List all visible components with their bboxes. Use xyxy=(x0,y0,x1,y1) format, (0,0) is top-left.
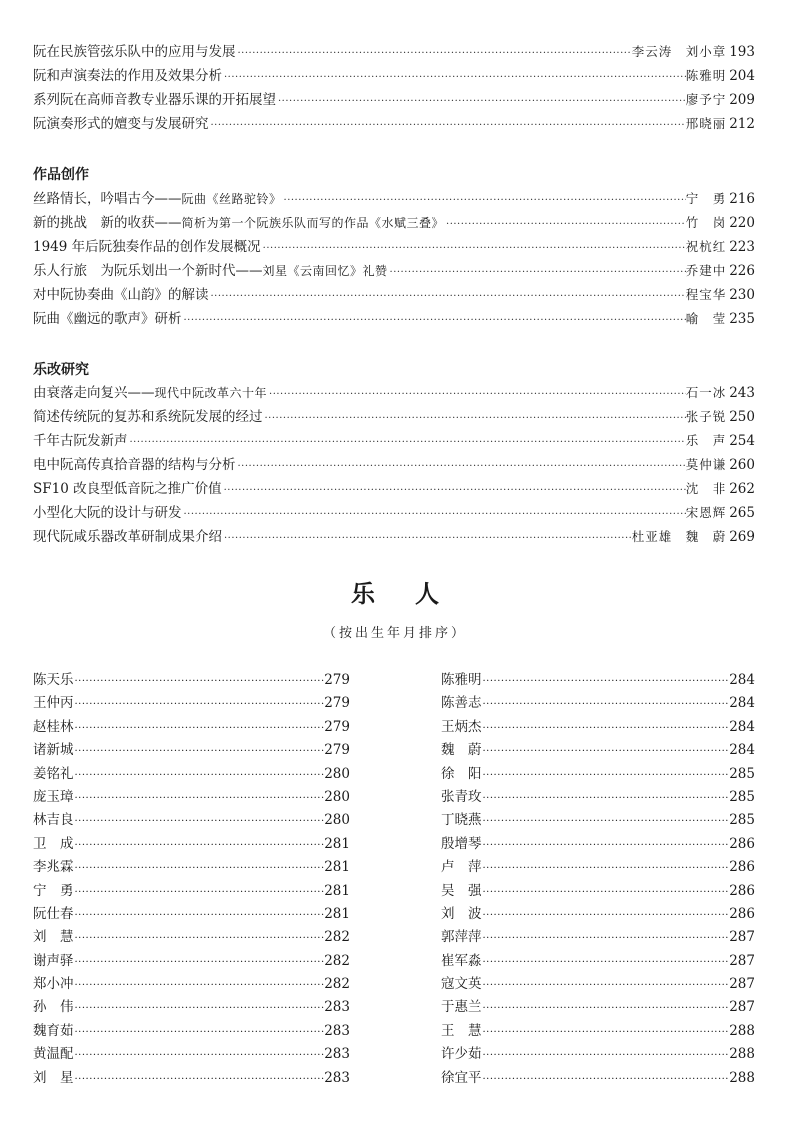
person-entry xyxy=(441,880,755,903)
toc-entry xyxy=(33,259,755,283)
person-page: 281 xyxy=(324,882,350,899)
entry-subtitle: 简析为第一个阮族乐队而写的作品《水赋三叠》 xyxy=(181,216,445,230)
section-heading-reform: 乐改研究 xyxy=(33,362,89,378)
person-name: 崔军淼 xyxy=(441,952,482,969)
person-page: 282 xyxy=(324,929,350,946)
toc-entry xyxy=(33,525,755,549)
leader-dots xyxy=(74,974,325,997)
leader-dots xyxy=(482,810,730,833)
person-page: 286 xyxy=(729,835,755,852)
toc-entry xyxy=(33,88,755,112)
person-name: 魏育茹 xyxy=(33,1022,74,1039)
person-entry xyxy=(441,1067,755,1090)
entry-title: 对中阮协奏曲《山韵》的解读 xyxy=(33,287,209,303)
toc-entry xyxy=(33,429,755,453)
leader-dots xyxy=(482,857,730,880)
leader-dots xyxy=(74,693,325,716)
leader-dots xyxy=(74,1044,325,1067)
person-entry xyxy=(33,1020,350,1043)
person-name: 张青玫 xyxy=(441,788,482,805)
person-name: 于惠兰 xyxy=(441,999,482,1016)
entry-title: 简述传统阮的复苏和系统阮发展的经过 xyxy=(33,409,263,425)
leader-dots xyxy=(74,810,325,833)
person-name: 丁晓燕 xyxy=(441,812,482,829)
leader-dots xyxy=(482,787,730,810)
person-entry xyxy=(33,973,350,996)
person-name: 徐 阳 xyxy=(441,765,482,782)
person-name: 宁 勇 xyxy=(33,882,74,899)
person-entry xyxy=(441,1043,755,1066)
leader-dots xyxy=(263,407,686,431)
entry-author: 石一冰 xyxy=(685,385,727,400)
person-entry xyxy=(441,996,755,1019)
toc-entry xyxy=(33,211,755,235)
entry-author: 乔建中 xyxy=(685,263,727,278)
person-entry xyxy=(441,1020,755,1043)
toc-entry xyxy=(33,235,755,259)
leader-dots xyxy=(482,764,730,787)
entry-page: 212 xyxy=(729,116,755,132)
person-page: 284 xyxy=(729,742,755,759)
entry-title: 阮演奏形式的嬗变与发展研究 xyxy=(33,116,209,132)
leader-dots xyxy=(222,527,632,551)
entry-title: 系列阮在高师音教专业器乐课的开拓展望 xyxy=(33,92,276,108)
person-page: 284 xyxy=(729,718,755,735)
person-entry xyxy=(33,1067,350,1090)
person-entry xyxy=(33,880,350,903)
person-page: 287 xyxy=(729,952,755,969)
leader-dots xyxy=(222,479,686,503)
leader-dots xyxy=(482,927,730,950)
person-name: 卢 萍 xyxy=(441,859,482,876)
leader-dots xyxy=(74,881,325,904)
entry-page: 193 xyxy=(729,44,755,60)
person-page: 281 xyxy=(324,835,350,852)
person-page: 285 xyxy=(729,812,755,829)
person-name: 陈雅明 xyxy=(441,672,482,688)
person-page: 285 xyxy=(729,765,755,782)
entry-page: 260 xyxy=(729,457,755,473)
person-page: 288 xyxy=(729,1022,755,1039)
person-name: 徐宜平 xyxy=(441,1069,482,1086)
person-entry xyxy=(33,716,350,739)
toc-section-reform xyxy=(33,381,755,549)
person-page: 279 xyxy=(324,742,350,759)
entry-author: 祝杭红 xyxy=(685,239,727,254)
person-entry xyxy=(33,692,350,715)
entry-subtitle: 刘星《云南回忆》礼赞 xyxy=(262,264,388,278)
leader-dots xyxy=(74,670,325,693)
person-name: 刘 慧 xyxy=(33,929,74,946)
leader-dots xyxy=(482,904,730,927)
entry-author: 沈 非 xyxy=(685,481,727,496)
person-entry xyxy=(33,763,350,786)
person-page: 280 xyxy=(324,765,350,782)
person-name: 陈善志 xyxy=(441,695,482,712)
leader-dots xyxy=(482,881,730,904)
entry-title: SF10 改良型低音阮之推广价值 xyxy=(33,481,222,497)
leader-dots xyxy=(482,670,730,693)
person-name: 谢声驿 xyxy=(33,952,74,969)
entry-author: 宋恩辉 xyxy=(685,505,727,520)
person-entry xyxy=(33,1043,350,1066)
leader-dots xyxy=(482,1021,730,1044)
entry-author: 宁 勇 xyxy=(685,191,727,206)
person-entry xyxy=(33,833,350,856)
entry-author: 喻 莹 xyxy=(685,311,727,326)
entry-page: 230 xyxy=(729,287,755,303)
person-name: 寇文英 xyxy=(441,976,482,993)
person-entry xyxy=(441,739,755,762)
leader-dots xyxy=(74,787,325,810)
person-name: 刘 星 xyxy=(33,1069,74,1086)
entry-page: 269 xyxy=(729,529,755,545)
person-name: 阮仕春 xyxy=(33,905,74,922)
entry-title: 丝路情长，吟唱古今—— xyxy=(33,191,182,207)
entry-page: 243 xyxy=(729,385,755,401)
person-page: 281 xyxy=(324,905,350,922)
entry-author: 莫仲谦 xyxy=(685,457,727,472)
leader-dots xyxy=(182,503,686,527)
entry-author: 杜亚雄 魏 蔚 xyxy=(631,529,727,544)
person-page: 283 xyxy=(324,999,350,1016)
person-page: 286 xyxy=(729,859,755,876)
toc-entry xyxy=(33,453,755,477)
person-entry xyxy=(33,903,350,926)
entry-subtitle: 现代中阮改革六十年 xyxy=(154,386,268,400)
person-page: 286 xyxy=(729,905,755,922)
person-entry xyxy=(33,996,350,1019)
leader-dots xyxy=(74,834,325,857)
person-name: 郭萍萍 xyxy=(441,929,482,946)
person-entry xyxy=(33,669,350,692)
person-page: 282 xyxy=(324,952,350,969)
toc-group-1 xyxy=(33,40,755,136)
person-name: 李兆霖 xyxy=(33,859,74,876)
person-name: 魏 蔚 xyxy=(441,742,482,759)
leader-dots xyxy=(482,997,730,1020)
entry-author: 张子锐 xyxy=(685,409,727,424)
leader-dots xyxy=(482,974,730,997)
leader-dots xyxy=(482,740,730,763)
entry-page: 216 xyxy=(729,191,755,207)
leader-dots xyxy=(74,764,325,787)
person-entry xyxy=(441,692,755,715)
person-name: 诸新城 xyxy=(33,742,74,759)
entry-page: 220 xyxy=(729,215,755,231)
person-name: 王炳杰 xyxy=(441,718,482,735)
person-page: 281 xyxy=(324,859,350,876)
leader-dots xyxy=(74,951,325,974)
person-page: 283 xyxy=(324,1069,350,1086)
person-entry xyxy=(441,903,755,926)
toc-entry xyxy=(33,187,755,211)
leader-dots xyxy=(261,237,686,261)
toc-entry xyxy=(33,283,755,307)
toc-section-works xyxy=(33,187,755,331)
leader-dots xyxy=(444,213,686,237)
leader-dots xyxy=(74,1021,325,1044)
leader-dots xyxy=(209,114,686,138)
person-entry xyxy=(441,950,755,973)
entry-author: 竹 岗 xyxy=(685,215,727,230)
person-name: 林吉良 xyxy=(33,812,74,829)
entry-page: 254 xyxy=(729,433,755,449)
person-name: 王 慧 xyxy=(441,1022,482,1039)
leader-dots xyxy=(482,951,730,974)
person-page: 283 xyxy=(324,1022,350,1039)
entry-title: 乐人行旅 为阮乐划出一个新时代—— xyxy=(33,263,263,279)
entry-page: 262 xyxy=(729,481,755,497)
person-entry xyxy=(441,973,755,996)
leader-dots xyxy=(276,90,686,114)
person-name: 陈天乐 xyxy=(33,672,74,688)
person-page: 284 xyxy=(729,695,755,712)
leader-dots xyxy=(388,261,686,285)
entry-author: 邢晓丽 xyxy=(685,116,727,131)
person-entry xyxy=(441,926,755,949)
leader-dots xyxy=(74,740,325,763)
person-entry xyxy=(33,856,350,879)
person-page: 287 xyxy=(729,929,755,946)
toc-entry xyxy=(33,307,755,331)
person-name: 黄温配 xyxy=(33,1046,74,1063)
person-page: 285 xyxy=(729,788,755,805)
entry-title: 小型化大阮的设计与研发 xyxy=(33,505,182,521)
leader-dots xyxy=(74,997,325,1020)
leader-dots xyxy=(74,927,325,950)
entry-page: 265 xyxy=(729,505,755,521)
leader-dots xyxy=(222,66,686,90)
person-entry xyxy=(441,786,755,809)
person-page: 287 xyxy=(729,976,755,993)
person-name: 许少茹 xyxy=(441,1046,482,1063)
leader-dots xyxy=(282,189,686,213)
person-entry xyxy=(441,809,755,832)
person-name: 姜铭礼 xyxy=(33,765,74,782)
entry-author: 程宝华 xyxy=(685,287,727,302)
person-name: 庞玉璋 xyxy=(33,788,74,805)
person-page: 280 xyxy=(324,812,350,829)
people-list-right xyxy=(441,669,755,1090)
person-entry xyxy=(441,856,755,879)
person-entry xyxy=(33,950,350,973)
person-entry xyxy=(33,809,350,832)
entry-page: 226 xyxy=(729,263,755,279)
entry-title: 千年古阮发新声 xyxy=(33,433,128,449)
entry-author: 乐 声 xyxy=(685,433,727,448)
person-entry xyxy=(33,786,350,809)
leader-dots xyxy=(182,309,686,333)
leader-dots xyxy=(236,455,686,479)
entry-author: 陈雅明 xyxy=(685,68,727,83)
leader-dots xyxy=(267,383,686,407)
section-heading-works: 作品创作 xyxy=(33,167,89,183)
leader-dots xyxy=(482,717,730,740)
leader-dots xyxy=(74,1068,325,1091)
entry-page: 209 xyxy=(729,92,755,108)
person-name: 吴 强 xyxy=(441,882,482,899)
entry-page: 250 xyxy=(729,409,755,425)
entry-title: 阮曲《幽远的歌声》研析 xyxy=(33,311,182,327)
leader-dots xyxy=(482,834,730,857)
entry-title: 阮在民族管弦乐队中的应用与发展 xyxy=(33,44,236,60)
person-entry xyxy=(33,926,350,949)
entry-author: 廖予宁 xyxy=(685,92,727,107)
person-page: 279 xyxy=(324,695,350,712)
entry-subtitle: 阮曲《丝路驼铃》 xyxy=(181,192,282,206)
person-page: 282 xyxy=(324,976,350,993)
person-page: 288 xyxy=(729,1046,755,1063)
leader-dots xyxy=(482,1044,730,1067)
toc-entry xyxy=(33,501,755,525)
person-entry xyxy=(441,833,755,856)
people-list-left xyxy=(33,669,350,1090)
person-page: 279 xyxy=(324,718,350,735)
leader-dots xyxy=(74,857,325,880)
entry-title: 电中阮高传真拾音器的结构与分析 xyxy=(33,457,236,473)
entry-title: 阮和声演奏法的作用及效果分析 xyxy=(33,68,222,84)
people-subtitle: （按出生年月排序） xyxy=(322,626,467,641)
leader-dots xyxy=(236,42,632,66)
person-entry xyxy=(33,739,350,762)
person-name: 赵桂林 xyxy=(33,718,74,735)
leader-dots xyxy=(74,717,325,740)
entry-title: 新的挑战 新的收获—— xyxy=(33,215,182,231)
leader-dots xyxy=(128,431,686,455)
person-page: 286 xyxy=(729,882,755,899)
toc-entry xyxy=(33,477,755,501)
toc-entry xyxy=(33,381,755,405)
person-entry xyxy=(441,763,755,786)
person-page: 283 xyxy=(324,1046,350,1063)
person-entry xyxy=(441,716,755,739)
toc-entry xyxy=(33,405,755,429)
toc-entry xyxy=(33,64,755,88)
entry-title: 由衰落走向复兴—— xyxy=(33,385,155,401)
person-page: 284 xyxy=(729,672,755,688)
person-name: 郑小冲 xyxy=(33,976,74,993)
person-name: 刘 波 xyxy=(441,905,482,922)
person-page: 287 xyxy=(729,999,755,1016)
leader-dots xyxy=(482,693,730,716)
leader-dots xyxy=(74,904,325,927)
entry-author: 李云涛 刘小章 xyxy=(631,44,727,59)
entry-page: 223 xyxy=(729,239,755,255)
person-name: 王仲丙 xyxy=(33,695,74,712)
entry-title: 现代阮咸乐器改革研制成果介绍 xyxy=(33,529,222,545)
person-name: 孙 伟 xyxy=(33,999,74,1016)
entry-title: 1949 年后阮独奏作品的创作发展概况 xyxy=(33,239,261,255)
toc-entry xyxy=(33,112,755,136)
toc-entry xyxy=(33,40,755,64)
person-page: 280 xyxy=(324,788,350,805)
person-page: 288 xyxy=(729,1069,755,1086)
leader-dots xyxy=(209,285,686,309)
entry-page: 204 xyxy=(729,68,755,84)
person-name: 卫 成 xyxy=(33,835,74,852)
person-page: 279 xyxy=(324,672,350,688)
leader-dots xyxy=(482,1068,730,1091)
entry-page: 235 xyxy=(729,311,755,327)
people-title: 乐人 xyxy=(351,579,479,608)
person-name: 殷增琴 xyxy=(441,835,482,852)
person-entry xyxy=(441,669,755,692)
